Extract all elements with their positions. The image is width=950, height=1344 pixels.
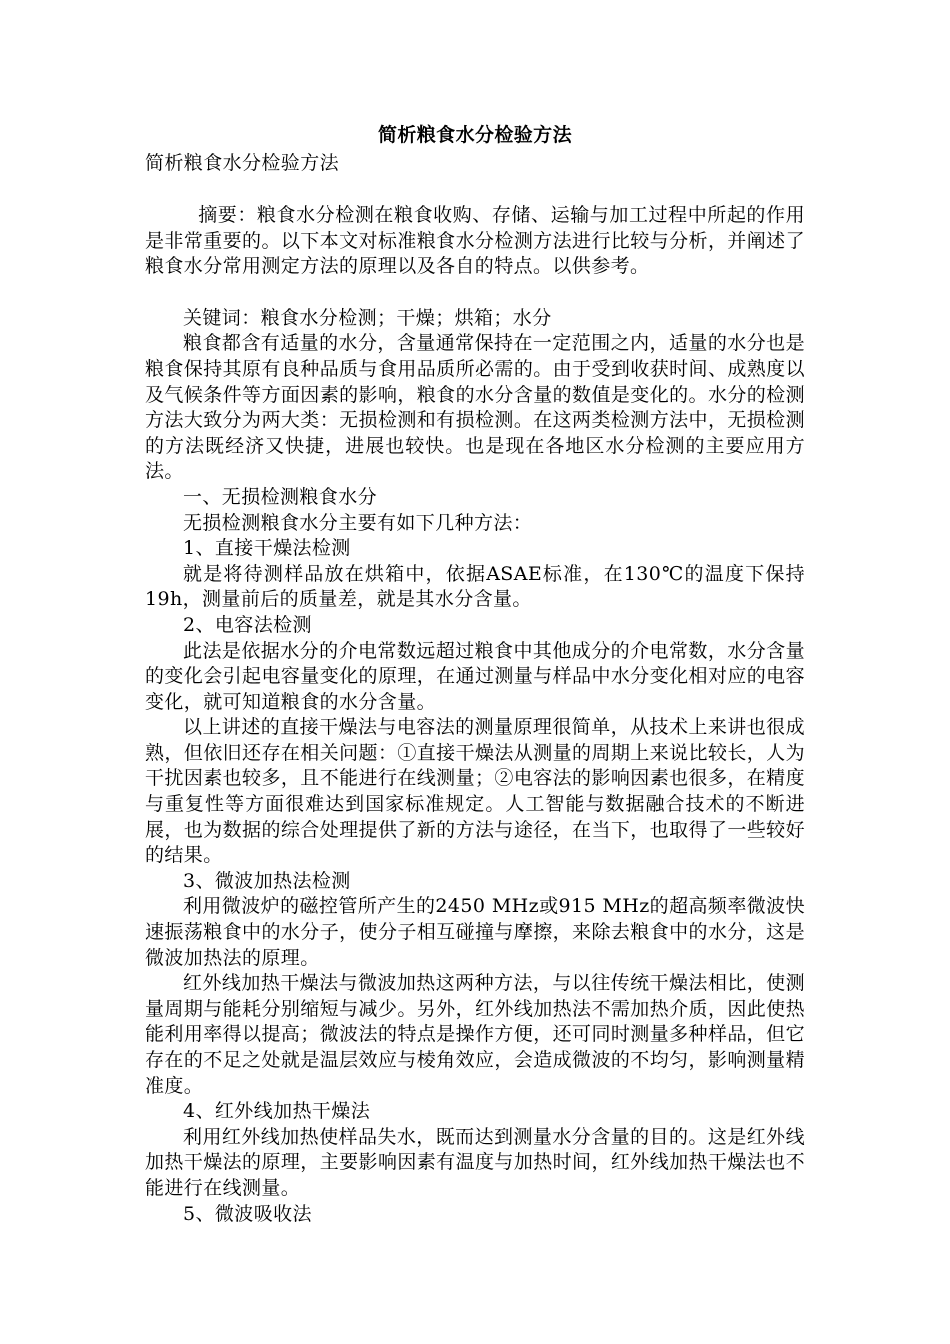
- body-paragraph: 此法是依据水分的介电常数远超过粮食中其他成分的介电常数，水分含量的变化会引起电容量变化的原理，在通过测量与样品中水分变化相对应的电容变化，就可知道粮食的水分含量。: [145, 639, 805, 713]
- blank-line: [145, 280, 805, 306]
- document-body: [145, 120, 805, 1227]
- subsection-heading: 2、电容法检测: [183, 613, 312, 636]
- keywords-line: 关键词：粮食水分检测；干燥；烘箱；水分: [183, 306, 552, 329]
- document-title: 简析粮食水分检验方法: [377, 124, 572, 146]
- subsection-heading: 4、红外线加热干燥法: [183, 1100, 371, 1123]
- body-paragraph: 无损检测粮食水分主要有如下几种方法：: [183, 511, 533, 534]
- body-paragraph: 就是将待测样品放在烘箱中，依据ASAE标准，在130℃的温度下保持19h，测量前后的质量差，就是其水分含量。: [145, 562, 805, 611]
- subsection-heading: 3、微波加热法检测: [183, 869, 351, 892]
- body-paragraph: 以上讲述的直接干燥法与电容法的测量原理很简单，从技术上来讲也很成熟，但依旧还存在相关问题：①直接干燥法从测量的周期上来说比较长，人为干扰因素也较多，且不能进行在线测量；②电容法的影响因素也很多，在精度与重复性等方面很难达到国家标准规定。人工智能与数据融合技术的不断进展，也为数据的综合处理提供了新的方法与途径，在当下，也取得了一些较好的结果。: [145, 716, 805, 867]
- blank-line: [145, 177, 805, 203]
- body-paragraph: 利用红外线加热使样品失水，既而达到测量水分含量的目的。这是红外线加热干燥法的原理，主要影响因素有温度与加热时间，红外线加热干燥法也不能进行在线测量。: [145, 1125, 805, 1199]
- subsection-heading: 5、微波吸收法: [183, 1202, 312, 1225]
- body-paragraph: 利用微波炉的磁控管所产生的2450 MHz或915 MHz的超高频率微波快速振荡粮食中的水分子，使分子相互碰撞与摩擦，来除去粮食中的水分，这是微波加热法的原理。: [145, 895, 805, 969]
- document-subtitle: 简析粮食水分检验方法: [145, 152, 340, 174]
- abstract-paragraph: 摘要：粮食水分检测在粮食收购、存储、运输与加工过程中所起的作用是非常重要的。以下本文对标准粮食水分检测方法进行比较与分析，并阐述了粮食水分常用测定方法的原理以及各自的特点。以供参考。: [145, 204, 805, 278]
- body-paragraph: 红外线加热干燥法与微波加热这两种方法，与以往传统干燥法相比，使测量周期与能耗分别缩短与减少。另外，红外线加热法不需加热介质，因此使热能利用率得以提高；微波法的特点是操作方便，还可同时测量多种样品，但它存在的不足之处就是温层效应与棱角效应，会造成微波的不均匀，影响测量精准度。: [145, 972, 805, 1097]
- section-heading: 一、无损检测粮食水分: [183, 485, 378, 508]
- body-paragraph: 粮食都含有适量的水分，含量通常保持在一定范围之内，适量的水分也是粮食保持其原有良种品质与食用品质所必需的。由于受到收获时间、成熟度以及气候条件等方面因素的影响，粮食的水分含量的数值是变化的。水分的检测方法大致分为两大类：无损检测和有损检测。在这两类检测方法中，无损检测的方法既经济又快捷，进展也较快。也是现在各地区水分检测的主要应用方法。: [145, 332, 805, 483]
- subsection-heading: 1、直接干燥法检测: [183, 537, 351, 560]
